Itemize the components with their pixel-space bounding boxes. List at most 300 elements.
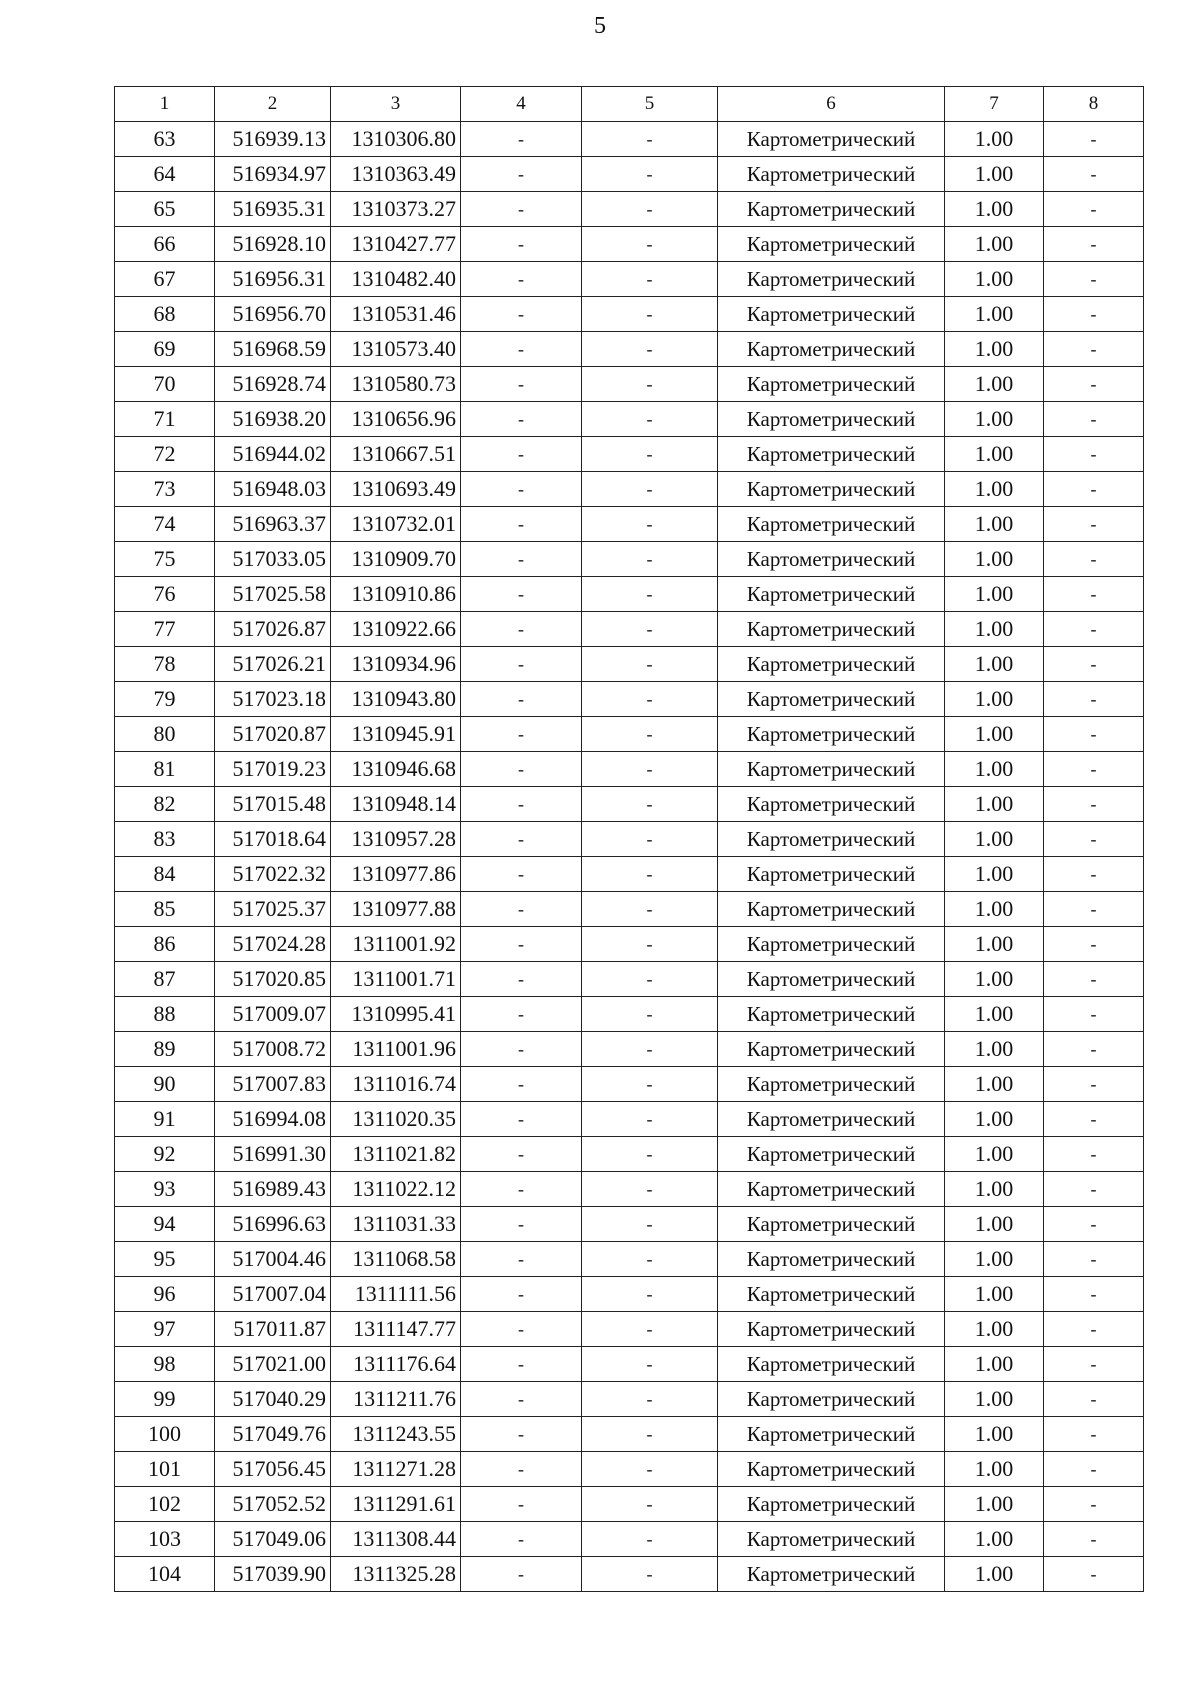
cell-col-4: - — [461, 997, 582, 1032]
cell-method: Картометрический — [718, 857, 945, 892]
cell-accuracy: 1.00 — [945, 1277, 1044, 1312]
column-header-6: 6 — [718, 87, 945, 122]
cell-x-coordinate: 517020.85 — [215, 962, 331, 997]
cell-col-8: - — [1044, 1032, 1144, 1067]
cell-accuracy: 1.00 — [945, 647, 1044, 682]
cell-col-5: - — [582, 402, 718, 437]
cell-col-4: - — [461, 892, 582, 927]
table-row — [115, 367, 1144, 402]
cell-col-5: - — [582, 717, 718, 752]
cell-point-number: 65 — [115, 192, 215, 227]
table-row — [115, 227, 1144, 262]
table-row — [115, 1347, 1144, 1382]
table-row — [115, 472, 1144, 507]
column-header-2: 2 — [215, 87, 331, 122]
table-row — [115, 892, 1144, 927]
cell-col-8: - — [1044, 1172, 1144, 1207]
column-header-1: 1 — [115, 87, 215, 122]
cell-x-coordinate: 517049.06 — [215, 1522, 331, 1557]
cell-y-coordinate: 1311211.76 — [331, 1382, 461, 1417]
cell-col-8: - — [1044, 472, 1144, 507]
cell-col-8: - — [1044, 577, 1144, 612]
table-row — [115, 822, 1144, 857]
cell-method: Картометрический — [718, 122, 945, 157]
cell-y-coordinate: 1310667.51 — [331, 437, 461, 472]
cell-x-coordinate: 517004.46 — [215, 1242, 331, 1277]
cell-y-coordinate: 1310934.96 — [331, 647, 461, 682]
cell-y-coordinate: 1310580.73 — [331, 367, 461, 402]
cell-x-coordinate: 516991.30 — [215, 1137, 331, 1172]
cell-col-8: - — [1044, 1137, 1144, 1172]
cell-x-coordinate: 517007.04 — [215, 1277, 331, 1312]
cell-col-4: - — [461, 1452, 582, 1487]
cell-col-5: - — [582, 1137, 718, 1172]
cell-col-8: - — [1044, 1557, 1144, 1592]
cell-y-coordinate: 1310373.27 — [331, 192, 461, 227]
table-row — [115, 1067, 1144, 1102]
table-row — [115, 1417, 1144, 1452]
cell-accuracy: 1.00 — [945, 437, 1044, 472]
cell-method: Картометрический — [718, 1382, 945, 1417]
cell-col-5: - — [582, 752, 718, 787]
table-body — [115, 122, 1144, 1592]
cell-col-4: - — [461, 1172, 582, 1207]
cell-point-number: 99 — [115, 1382, 215, 1417]
cell-col-5: - — [582, 157, 718, 192]
cell-accuracy: 1.00 — [945, 472, 1044, 507]
cell-col-4: - — [461, 367, 582, 402]
cell-y-coordinate: 1310943.80 — [331, 682, 461, 717]
table-row — [115, 192, 1144, 227]
coordinates-table — [114, 86, 1144, 1592]
cell-x-coordinate: 516994.08 — [215, 1102, 331, 1137]
cell-x-coordinate: 517056.45 — [215, 1452, 331, 1487]
cell-point-number: 88 — [115, 997, 215, 1032]
table-row — [115, 857, 1144, 892]
cell-y-coordinate: 1311111.56 — [331, 1277, 461, 1312]
cell-col-8: - — [1044, 1312, 1144, 1347]
table-row — [115, 542, 1144, 577]
cell-col-5: - — [582, 1382, 718, 1417]
cell-x-coordinate: 517011.87 — [215, 1312, 331, 1347]
cell-col-5: - — [582, 577, 718, 612]
cell-col-8: - — [1044, 192, 1144, 227]
cell-accuracy: 1.00 — [945, 1172, 1044, 1207]
cell-col-5: - — [582, 472, 718, 507]
cell-point-number: 73 — [115, 472, 215, 507]
cell-method: Картометрический — [718, 227, 945, 262]
cell-method: Картометрический — [718, 927, 945, 962]
cell-x-coordinate: 516939.13 — [215, 122, 331, 157]
cell-x-coordinate: 517018.64 — [215, 822, 331, 857]
cell-method: Картометрический — [718, 1557, 945, 1592]
cell-col-8: - — [1044, 507, 1144, 542]
cell-y-coordinate: 1311001.96 — [331, 1032, 461, 1067]
cell-y-coordinate: 1311022.12 — [331, 1172, 461, 1207]
cell-y-coordinate: 1311325.28 — [331, 1557, 461, 1592]
cell-col-8: - — [1044, 1207, 1144, 1242]
cell-y-coordinate: 1310957.28 — [331, 822, 461, 857]
cell-x-coordinate: 517008.72 — [215, 1032, 331, 1067]
cell-col-4: - — [461, 1137, 582, 1172]
cell-col-8: - — [1044, 542, 1144, 577]
cell-col-8: - — [1044, 857, 1144, 892]
cell-accuracy: 1.00 — [945, 1487, 1044, 1522]
cell-point-number: 68 — [115, 297, 215, 332]
cell-method: Картометрический — [718, 262, 945, 297]
table-row — [115, 507, 1144, 542]
cell-col-4: - — [461, 577, 582, 612]
cell-y-coordinate: 1311001.71 — [331, 962, 461, 997]
cell-col-8: - — [1044, 1242, 1144, 1277]
cell-accuracy: 1.00 — [945, 297, 1044, 332]
cell-method: Картометрический — [718, 472, 945, 507]
cell-method: Картометрический — [718, 367, 945, 402]
cell-point-number: 75 — [115, 542, 215, 577]
cell-col-8: - — [1044, 402, 1144, 437]
cell-point-number: 91 — [115, 1102, 215, 1137]
cell-col-5: - — [582, 507, 718, 542]
cell-col-5: - — [582, 262, 718, 297]
cell-point-number: 103 — [115, 1522, 215, 1557]
cell-y-coordinate: 1311176.64 — [331, 1347, 461, 1382]
cell-col-5: - — [582, 437, 718, 472]
cell-accuracy: 1.00 — [945, 367, 1044, 402]
cell-accuracy: 1.00 — [945, 1417, 1044, 1452]
table-row — [115, 577, 1144, 612]
cell-col-5: - — [582, 1417, 718, 1452]
cell-x-coordinate: 517052.52 — [215, 1487, 331, 1522]
cell-col-4: - — [461, 262, 582, 297]
cell-col-5: - — [582, 1067, 718, 1102]
cell-point-number: 80 — [115, 717, 215, 752]
cell-accuracy: 1.00 — [945, 962, 1044, 997]
cell-x-coordinate: 517023.18 — [215, 682, 331, 717]
cell-col-4: - — [461, 962, 582, 997]
table-row — [115, 1277, 1144, 1312]
cell-method: Картометрический — [718, 962, 945, 997]
cell-point-number: 82 — [115, 787, 215, 822]
cell-method: Картометрический — [718, 822, 945, 857]
cell-col-8: - — [1044, 157, 1144, 192]
table-row — [115, 717, 1144, 752]
cell-method: Картометрический — [718, 192, 945, 227]
cell-col-4: - — [461, 1207, 582, 1242]
cell-col-8: - — [1044, 997, 1144, 1032]
cell-col-4: - — [461, 1242, 582, 1277]
cell-y-coordinate: 1310306.80 — [331, 122, 461, 157]
cell-x-coordinate: 517026.21 — [215, 647, 331, 682]
cell-point-number: 100 — [115, 1417, 215, 1452]
cell-col-8: - — [1044, 612, 1144, 647]
cell-col-4: - — [461, 1347, 582, 1382]
cell-col-8: - — [1044, 1417, 1144, 1452]
cell-col-4: - — [461, 647, 582, 682]
table-row — [115, 1032, 1144, 1067]
cell-col-4: - — [461, 437, 582, 472]
cell-col-5: - — [582, 1032, 718, 1067]
cell-y-coordinate: 1311020.35 — [331, 1102, 461, 1137]
cell-y-coordinate: 1310656.96 — [331, 402, 461, 437]
cell-method: Картометрический — [718, 1417, 945, 1452]
cell-col-8: - — [1044, 822, 1144, 857]
cell-col-4: - — [461, 1522, 582, 1557]
cell-col-4: - — [461, 542, 582, 577]
cell-accuracy: 1.00 — [945, 1382, 1044, 1417]
cell-method: Картометрический — [718, 892, 945, 927]
column-header-5: 5 — [582, 87, 718, 122]
cell-accuracy: 1.00 — [945, 192, 1044, 227]
cell-point-number: 71 — [115, 402, 215, 437]
cell-col-4: - — [461, 122, 582, 157]
cell-point-number: 66 — [115, 227, 215, 262]
column-header-3: 3 — [331, 87, 461, 122]
cell-point-number: 64 — [115, 157, 215, 192]
cell-col-5: - — [582, 962, 718, 997]
cell-col-4: - — [461, 157, 582, 192]
cell-col-4: - — [461, 787, 582, 822]
table-row — [115, 927, 1144, 962]
cell-col-4: - — [461, 1277, 582, 1312]
table-row — [115, 122, 1144, 157]
cell-method: Картометрический — [718, 507, 945, 542]
cell-col-4: - — [461, 612, 582, 647]
cell-y-coordinate: 1310977.86 — [331, 857, 461, 892]
cell-accuracy: 1.00 — [945, 752, 1044, 787]
cell-accuracy: 1.00 — [945, 507, 1044, 542]
cell-col-4: - — [461, 857, 582, 892]
cell-col-5: - — [582, 192, 718, 227]
cell-method: Картометрический — [718, 682, 945, 717]
column-header-7: 7 — [945, 87, 1044, 122]
cell-col-4: - — [461, 1382, 582, 1417]
cell-col-5: - — [582, 1207, 718, 1242]
cell-col-4: - — [461, 1032, 582, 1067]
cell-y-coordinate: 1310922.66 — [331, 612, 461, 647]
cell-method: Картометрический — [718, 787, 945, 822]
cell-col-8: - — [1044, 682, 1144, 717]
cell-col-8: - — [1044, 892, 1144, 927]
cell-col-4: - — [461, 752, 582, 787]
cell-accuracy: 1.00 — [945, 857, 1044, 892]
cell-method: Картометрический — [718, 297, 945, 332]
cell-col-8: - — [1044, 1522, 1144, 1557]
cell-accuracy: 1.00 — [945, 1557, 1044, 1592]
cell-point-number: 104 — [115, 1557, 215, 1592]
table-row — [115, 1522, 1144, 1557]
column-header-4: 4 — [461, 87, 582, 122]
cell-col-8: - — [1044, 1102, 1144, 1137]
cell-y-coordinate: 1310995.41 — [331, 997, 461, 1032]
cell-x-coordinate: 516948.03 — [215, 472, 331, 507]
cell-accuracy: 1.00 — [945, 542, 1044, 577]
cell-col-8: - — [1044, 752, 1144, 787]
cell-point-number: 101 — [115, 1452, 215, 1487]
cell-col-5: - — [582, 122, 718, 157]
cell-x-coordinate: 516956.70 — [215, 297, 331, 332]
table-row — [115, 1312, 1144, 1347]
cell-accuracy: 1.00 — [945, 1137, 1044, 1172]
cell-col-4: - — [461, 1312, 582, 1347]
cell-col-5: - — [582, 1172, 718, 1207]
table-row — [115, 1137, 1144, 1172]
cell-method: Картометрический — [718, 612, 945, 647]
cell-x-coordinate: 517007.83 — [215, 1067, 331, 1102]
cell-point-number: 72 — [115, 437, 215, 472]
cell-x-coordinate: 516956.31 — [215, 262, 331, 297]
cell-point-number: 87 — [115, 962, 215, 997]
cell-col-5: - — [582, 822, 718, 857]
table-row — [115, 332, 1144, 367]
cell-col-8: - — [1044, 962, 1144, 997]
cell-col-5: - — [582, 787, 718, 822]
cell-col-5: - — [582, 1557, 718, 1592]
cell-x-coordinate: 517009.07 — [215, 997, 331, 1032]
cell-y-coordinate: 1310531.46 — [331, 297, 461, 332]
cell-point-number: 86 — [115, 927, 215, 962]
cell-accuracy: 1.00 — [945, 1312, 1044, 1347]
cell-y-coordinate: 1311147.77 — [331, 1312, 461, 1347]
cell-col-8: - — [1044, 262, 1144, 297]
cell-col-5: - — [582, 367, 718, 402]
table-row — [115, 1382, 1144, 1417]
cell-accuracy: 1.00 — [945, 1067, 1044, 1102]
cell-col-4: - — [461, 1557, 582, 1592]
table-row — [115, 1557, 1144, 1592]
cell-x-coordinate: 517025.37 — [215, 892, 331, 927]
cell-col-5: - — [582, 297, 718, 332]
cell-y-coordinate: 1310946.68 — [331, 752, 461, 787]
cell-col-4: - — [461, 927, 582, 962]
cell-col-5: - — [582, 647, 718, 682]
cell-y-coordinate: 1310910.86 — [331, 577, 461, 612]
cell-point-number: 74 — [115, 507, 215, 542]
cell-x-coordinate: 516935.31 — [215, 192, 331, 227]
table-row — [115, 997, 1144, 1032]
cell-accuracy: 1.00 — [945, 402, 1044, 437]
cell-x-coordinate: 516928.74 — [215, 367, 331, 402]
cell-y-coordinate: 1311021.82 — [331, 1137, 461, 1172]
cell-y-coordinate: 1311031.33 — [331, 1207, 461, 1242]
cell-method: Картометрический — [718, 1137, 945, 1172]
cell-x-coordinate: 517049.76 — [215, 1417, 331, 1452]
cell-col-8: - — [1044, 1452, 1144, 1487]
cell-method: Картометрический — [718, 1207, 945, 1242]
cell-point-number: 94 — [115, 1207, 215, 1242]
cell-y-coordinate: 1310732.01 — [331, 507, 461, 542]
cell-accuracy: 1.00 — [945, 787, 1044, 822]
cell-col-4: - — [461, 682, 582, 717]
cell-col-8: - — [1044, 122, 1144, 157]
table-row — [115, 437, 1144, 472]
cell-col-5: - — [582, 892, 718, 927]
cell-col-8: - — [1044, 1382, 1144, 1417]
cell-col-5: - — [582, 1347, 718, 1382]
cell-x-coordinate: 517015.48 — [215, 787, 331, 822]
cell-col-8: - — [1044, 927, 1144, 962]
cell-x-coordinate: 516963.37 — [215, 507, 331, 542]
cell-col-5: - — [582, 612, 718, 647]
cell-point-number: 69 — [115, 332, 215, 367]
cell-col-5: - — [582, 227, 718, 262]
cell-col-4: - — [461, 1487, 582, 1522]
cell-x-coordinate: 516934.97 — [215, 157, 331, 192]
cell-y-coordinate: 1311068.58 — [331, 1242, 461, 1277]
cell-x-coordinate: 517020.87 — [215, 717, 331, 752]
cell-col-8: - — [1044, 367, 1144, 402]
column-header-8: 8 — [1044, 87, 1144, 122]
cell-accuracy: 1.00 — [945, 262, 1044, 297]
cell-y-coordinate: 1310693.49 — [331, 472, 461, 507]
cell-accuracy: 1.00 — [945, 717, 1044, 752]
cell-accuracy: 1.00 — [945, 1032, 1044, 1067]
table-row — [115, 1452, 1144, 1487]
cell-point-number: 95 — [115, 1242, 215, 1277]
cell-col-4: - — [461, 192, 582, 227]
cell-col-5: - — [582, 1312, 718, 1347]
cell-col-8: - — [1044, 332, 1144, 367]
cell-point-number: 84 — [115, 857, 215, 892]
cell-accuracy: 1.00 — [945, 1452, 1044, 1487]
cell-point-number: 98 — [115, 1347, 215, 1382]
cell-y-coordinate: 1311291.61 — [331, 1487, 461, 1522]
cell-col-5: - — [582, 332, 718, 367]
cell-method: Картометрический — [718, 1032, 945, 1067]
cell-y-coordinate: 1310427.77 — [331, 227, 461, 262]
cell-point-number: 89 — [115, 1032, 215, 1067]
cell-method: Картометрический — [718, 542, 945, 577]
cell-col-4: - — [461, 332, 582, 367]
cell-method: Картометрический — [718, 1312, 945, 1347]
cell-col-4: - — [461, 227, 582, 262]
table-row — [115, 1242, 1144, 1277]
cell-method: Картометрический — [718, 647, 945, 682]
cell-col-5: - — [582, 1487, 718, 1522]
cell-col-5: - — [582, 542, 718, 577]
cell-col-8: - — [1044, 297, 1144, 332]
cell-accuracy: 1.00 — [945, 1102, 1044, 1137]
cell-y-coordinate: 1310977.88 — [331, 892, 461, 927]
cell-x-coordinate: 517039.90 — [215, 1557, 331, 1592]
cell-y-coordinate: 1310482.40 — [331, 262, 461, 297]
cell-point-number: 81 — [115, 752, 215, 787]
cell-col-4: - — [461, 472, 582, 507]
cell-accuracy: 1.00 — [945, 1347, 1044, 1382]
cell-method: Картометрический — [718, 577, 945, 612]
cell-point-number: 102 — [115, 1487, 215, 1522]
cell-point-number: 92 — [115, 1137, 215, 1172]
cell-x-coordinate: 516989.43 — [215, 1172, 331, 1207]
cell-point-number: 90 — [115, 1067, 215, 1102]
table-row — [115, 752, 1144, 787]
cell-accuracy: 1.00 — [945, 997, 1044, 1032]
cell-x-coordinate: 517024.28 — [215, 927, 331, 962]
cell-col-8: - — [1044, 227, 1144, 262]
cell-method: Картометрический — [718, 402, 945, 437]
cell-col-4: - — [461, 1067, 582, 1102]
cell-accuracy: 1.00 — [945, 927, 1044, 962]
cell-point-number: 67 — [115, 262, 215, 297]
cell-y-coordinate: 1311271.28 — [331, 1452, 461, 1487]
cell-point-number: 96 — [115, 1277, 215, 1312]
cell-col-8: - — [1044, 717, 1144, 752]
cell-col-4: - — [461, 507, 582, 542]
cell-col-8: - — [1044, 1347, 1144, 1382]
cell-accuracy: 1.00 — [945, 1207, 1044, 1242]
table-row — [115, 297, 1144, 332]
cell-accuracy: 1.00 — [945, 332, 1044, 367]
cell-x-coordinate: 517021.00 — [215, 1347, 331, 1382]
